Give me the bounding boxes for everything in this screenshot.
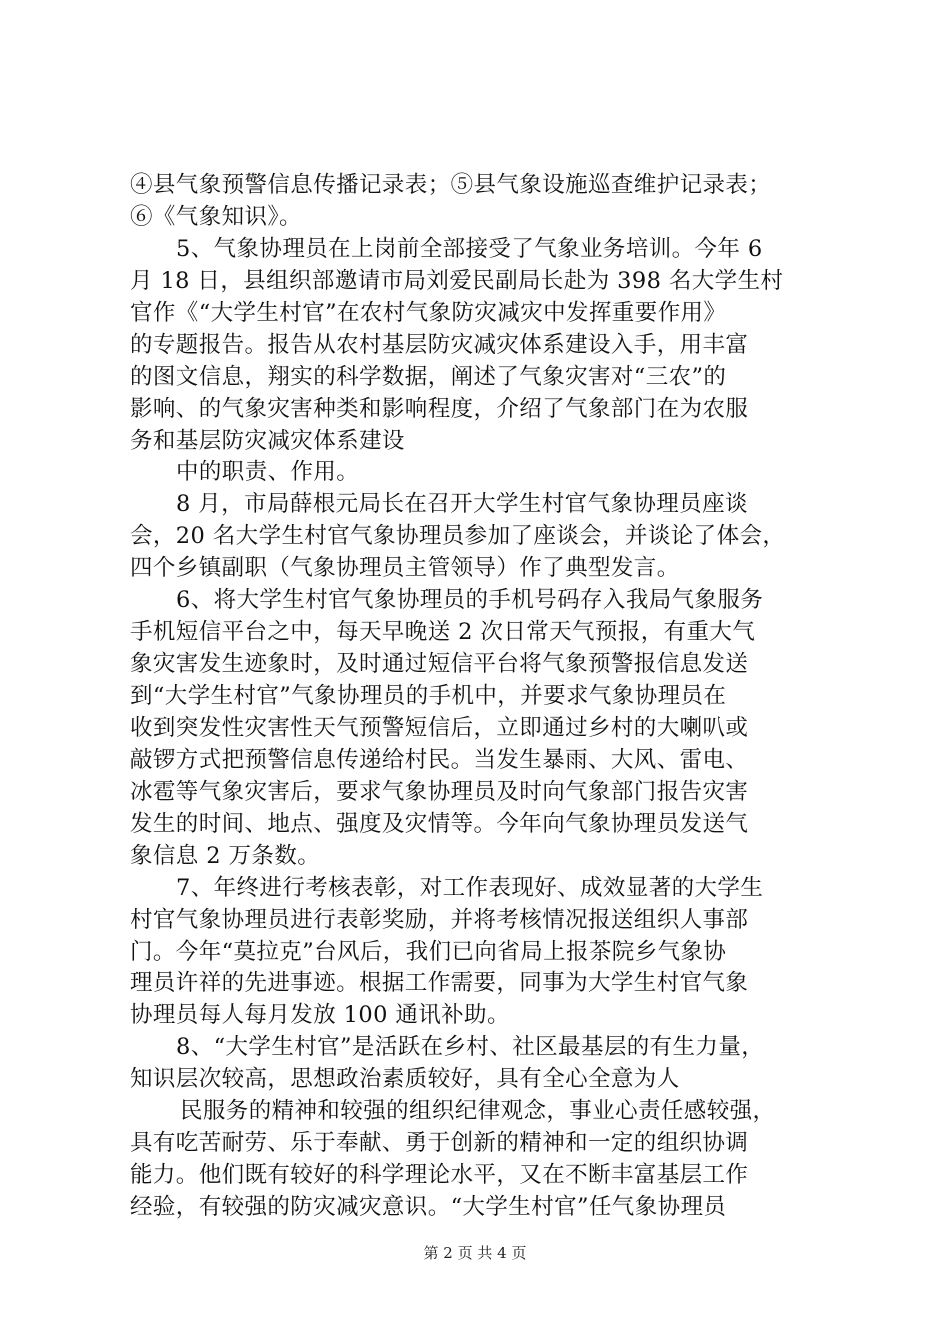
text-line: 门。今年“莫拉克”台风后，我们已向省局上报茶院乡气象协 [130, 939, 727, 965]
text-line: 协理员每人每月发放 100 通讯补助。 [130, 1002, 510, 1028]
text-line: 会，20 名大学生村官气象协理员参加了座谈会，并谈论了体会， [130, 523, 786, 549]
text-line: 务和基层防灾减灾体系建设 [130, 428, 405, 454]
text-line: 影响、的气象灾害种类和影响程度，介绍了气象部门在为农服 [130, 396, 749, 422]
text-line: 发生的时间、地点、强度及灾情等。今年向气象协理员发送气 [130, 811, 749, 837]
text-line: 5、气象协理员在上岗前全部接受了气象业务培训。今年 6 [176, 236, 763, 262]
text-line: 6、将大学生村官气象协理员的手机号码存入我局气象服务 [176, 587, 764, 613]
text-line: 能力。他们既有较好的科学理论水平，又在不断丰富基层工作 [130, 1162, 749, 1188]
text-line: 敲锣方式把预警信息传递给村民。当发生暴雨、大风、雷电、 [130, 747, 749, 773]
text-line: 8、“大学生村官”是活跃在乡村、社区最基层的有生力量， [176, 1034, 765, 1060]
text-line: 月 18 日，县组织部邀请市局刘爱民副局长赴为 398 名大学生村 [130, 268, 784, 294]
text-line: 到“大学生村官”气象协理员的手机中，并要求气象协理员在 [130, 683, 727, 709]
text-line: 中的职责、作用。 [176, 459, 360, 485]
text-line: 经验，有较强的防灾减灾意识。“大学生村官”任气象协理员 [130, 1194, 727, 1220]
text-line: 的图文信息，翔实的科学数据，阐述了气象灾害对“三农”的 [130, 364, 727, 390]
text-line: 7、年终进行考核表彰，对工作表现好、成效显著的大学生 [176, 875, 764, 901]
text-line: 四个乡镇副职（气象协理员主管领导）作了典型发言。 [130, 555, 680, 581]
text-line: 村官气象协理员进行表彰奖励，并将考核情况报送组织人事部 [130, 907, 749, 933]
text-line: 知识层次较高，思想政治素质较好，具有全心全意为人 [130, 1066, 680, 1092]
text-line: 官作《“大学生村官”在农村气象防灾减灾中发挥重要作用》 [130, 300, 727, 326]
text-line: 8 月，市局薛根元局长在召开大学生村官气象协理员座谈 [176, 491, 748, 517]
text-line: 具有吃苦耐劳、乐于奉献、勇于创新的精神和一定的组织协调 [130, 1130, 749, 1156]
text-line: 冰雹等气象灾害后，要求气象协理员及时向气象部门报告灾害 [130, 779, 749, 805]
text-line: 民服务的精神和较强的组织纪律观念，事业心责任感较强， [180, 1098, 776, 1124]
text-line: ④县气象预警信息传播记录表；⑤县气象设施巡查维护记录表； [130, 172, 772, 198]
text-line: 象灾害发生迹象时，及时通过短信平台将气象预警报信息发送 [130, 651, 749, 677]
text-line: 象信息 2 万条数。 [130, 843, 321, 869]
text-line: 理员许祥的先进事迹。根据工作需要，同事为大学生村官气象 [130, 970, 749, 996]
text-line: 手机短信平台之中，每天早晚送 2 次日常天气预报，有重大气 [130, 619, 756, 645]
text-line: ⑥《气象知识》。 [130, 204, 302, 230]
page-number-footer: 第 2 页 共 4 页 [423, 1244, 527, 1262]
text-line: 的专题报告。报告从农村基层防灾减灾体系建设入手，用丰富 [130, 332, 749, 358]
text-line: 收到突发性灾害性天气预警短信后，立即通过乡村的大喇叭或 [130, 715, 749, 741]
